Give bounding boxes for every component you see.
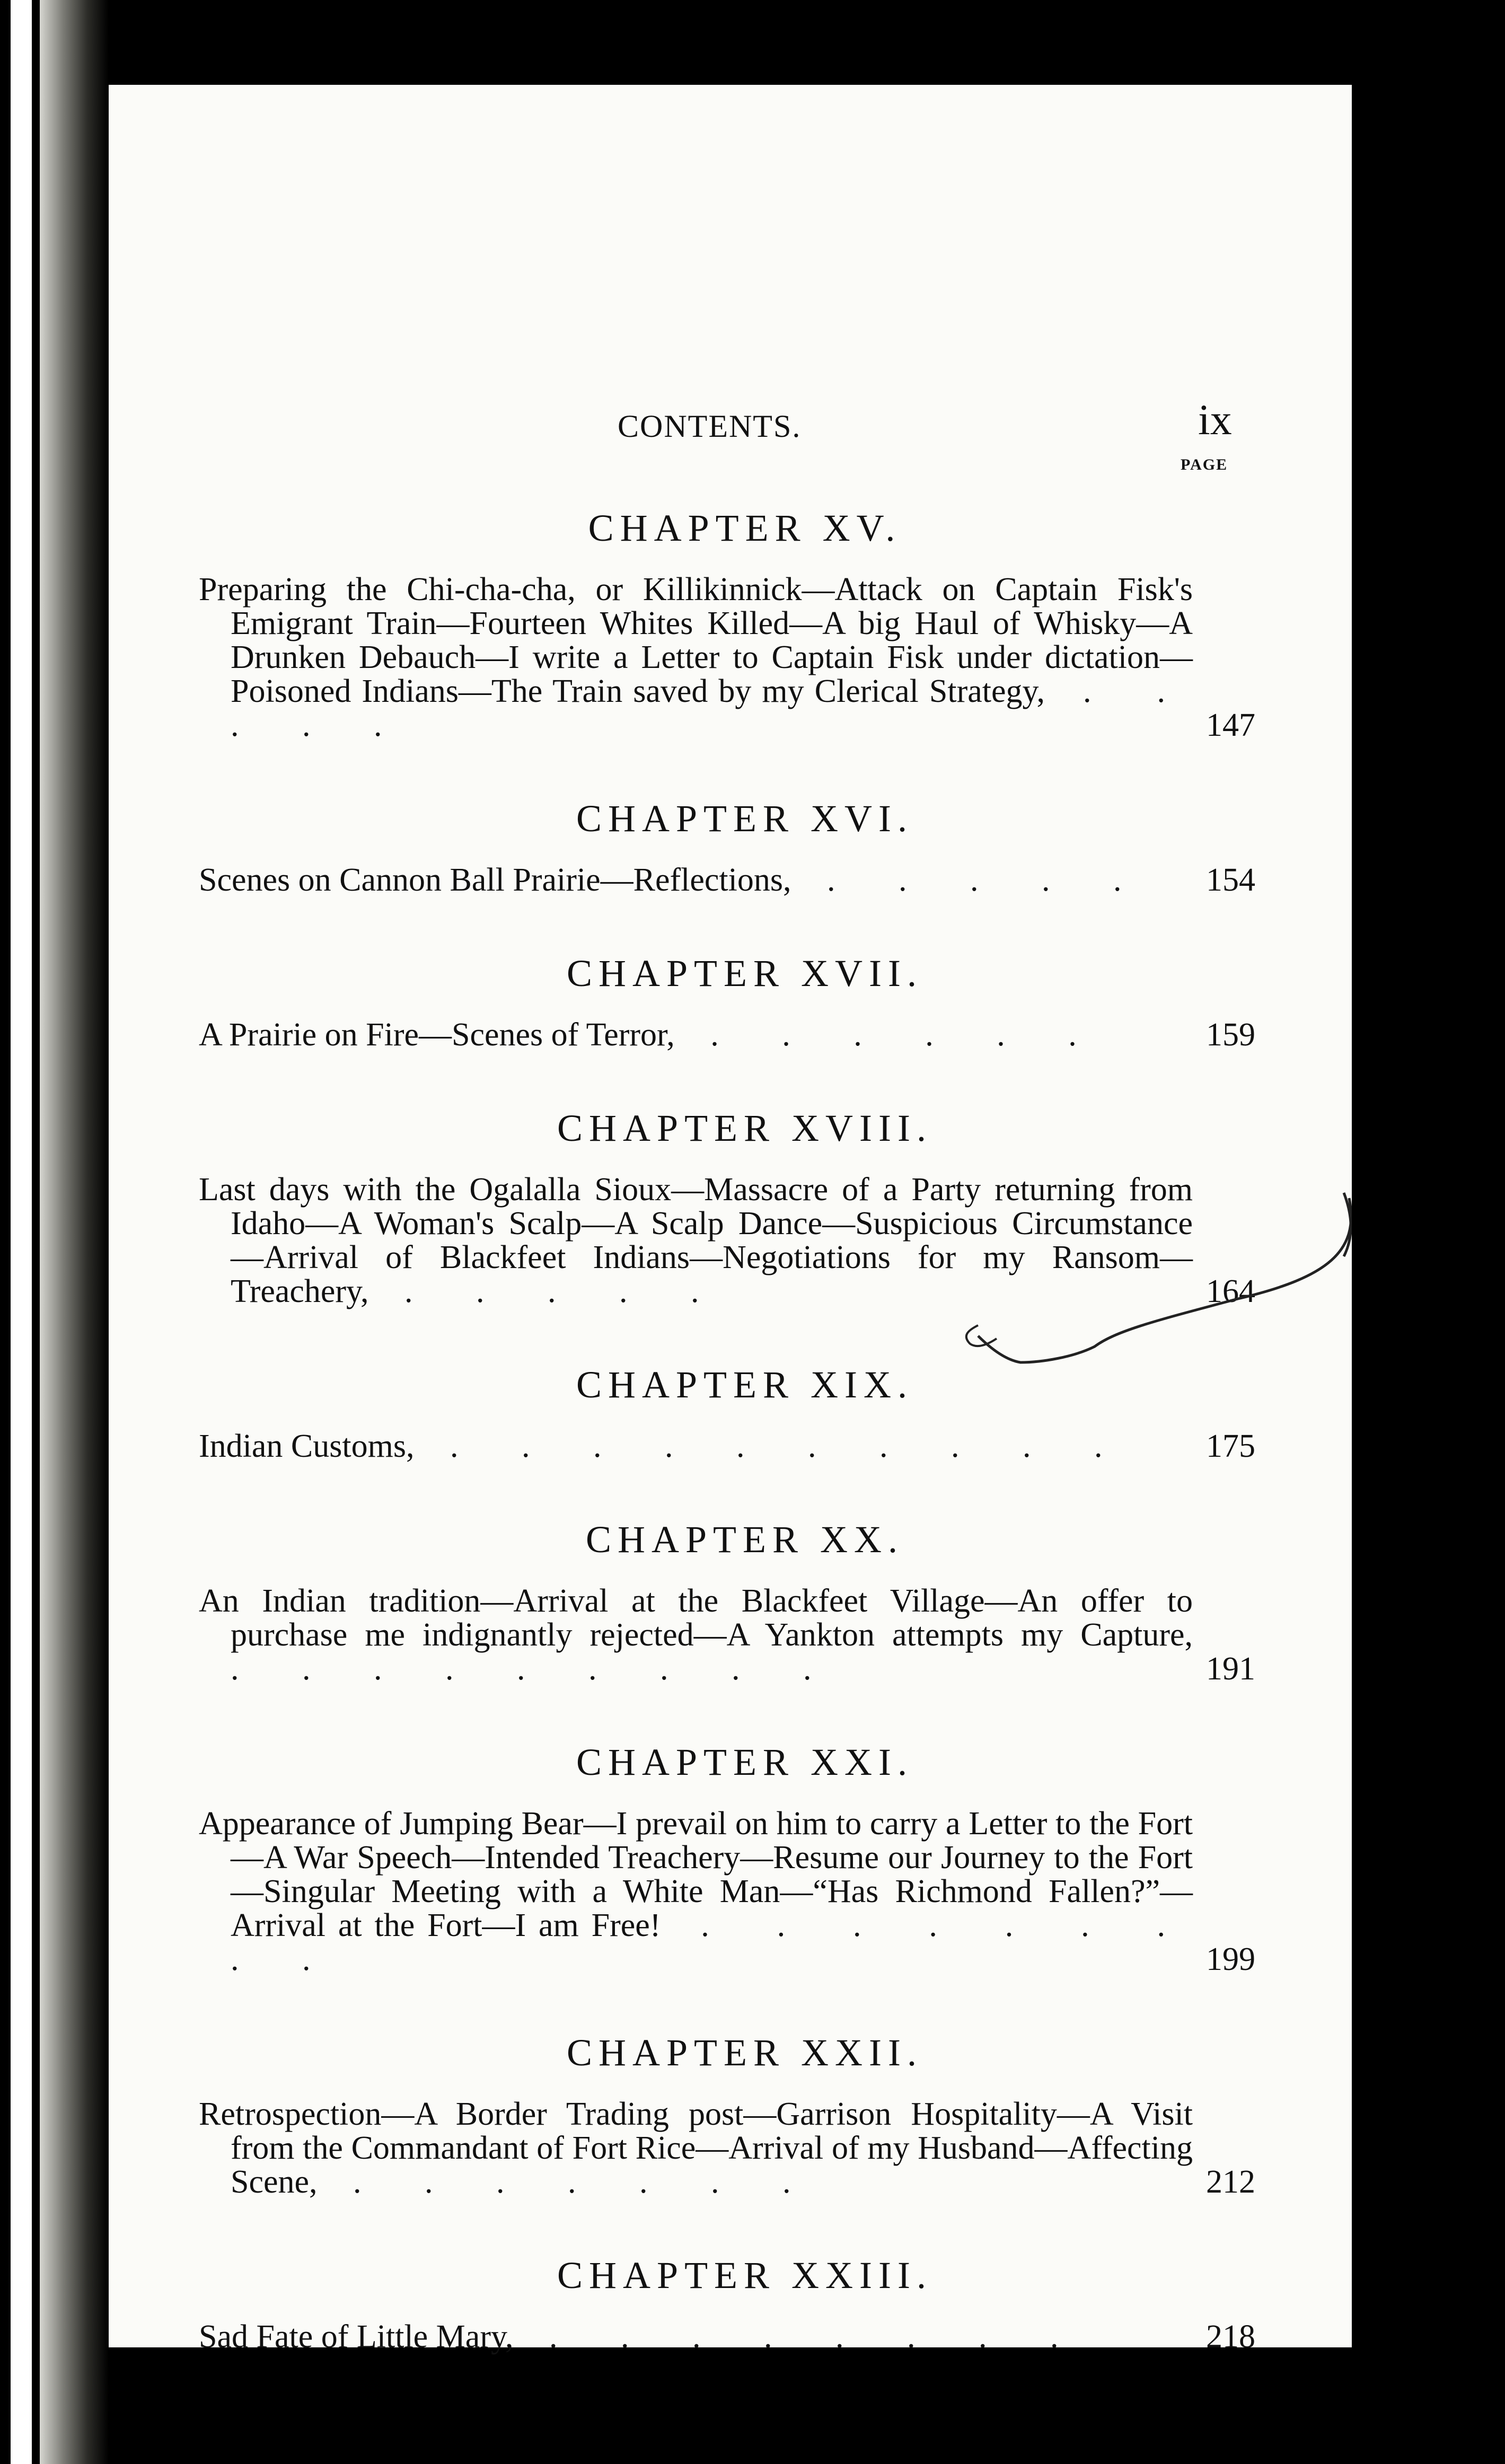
- page-number: 218: [1206, 2319, 1255, 2355]
- chapter-xxi: [199, 1743, 1259, 1976]
- chapter-xv: [199, 509, 1259, 742]
- chapter-summary: Last days with the Ogalalla Sioux—Massacre of a Party returning from Idaho—A Woman's Scalp—A Scalp Dance—Suspicious Circumstance—Arrival of Blackfeet Indians—Negotiations for my Ransom—Treachery, . . . . . 164: [199, 1173, 1193, 1308]
- page-number: 154: [1206, 862, 1255, 898]
- running-title: CONTENTS.: [618, 409, 802, 444]
- page-number: 164: [1206, 1273, 1255, 1309]
- running-head: [109, 323, 1352, 444]
- chapter-summary: Scenes on Cannon Ball Prairie—Reflections, . . . . . 154: [199, 863, 1193, 897]
- chapter-heading: CHAPTER XXII.: [567, 2031, 923, 2074]
- chapter-summary: A Prairie on Fire—Scenes of Terror, . . . . . . 159: [199, 1018, 1193, 1052]
- chapter-xix: [199, 1363, 1259, 1464]
- page-folio: ix: [1198, 395, 1232, 444]
- chapter-xxii: [199, 2031, 1259, 2200]
- chapter-heading: CHAPTER XVIII.: [557, 1107, 932, 1149]
- chapter-xvii: [199, 954, 1259, 1052]
- page-number: 159: [1206, 1017, 1255, 1053]
- summary-text: Appearance of Jumping Bear—I prevail on him to carry a Letter to the Fort—A War Speech—Intended Treachery—Resume our Journey to the Fort—Singular Meeting with a White Man—“Has Richmond Fallen?”—Arrival at the Fort—I am Free!: [199, 1806, 1193, 1943]
- page-column-label: PAGE: [1181, 456, 1228, 473]
- page-number: 191: [1206, 1651, 1255, 1687]
- chapter-heading: CHAPTER XXI.: [576, 1741, 913, 1783]
- chapter-heading: CHAPTER XX.: [585, 1518, 904, 1561]
- page-number: 175: [1206, 1428, 1255, 1464]
- book-spine-edge: [0, 0, 109, 2464]
- summary-text: Last days with the Ogalalla Sioux—Massacre of a Party returning from Idaho—A Woman's Scalp—A Scalp Dance—Suspicious Circumstance—Arrival of Blackfeet Indians—Negotiations for my Ransom—Treachery,: [199, 1172, 1193, 1309]
- summary-text: Retrospection—A Border Trading post—Garrison Hospitality—A Visit from the Commandant of Fort Rice—Arrival of my Husband—Affecting Scene,: [199, 2096, 1193, 2200]
- chapter-xx: [199, 1520, 1259, 1686]
- chapter-summary: Preparing the Chi-cha-cha, or Killikinnick—Attack on Captain Fisk's Emigrant Train—Fourteen Whites Killed—A big Haul of Whisky—A Drunken Debauch—I write a Letter to Captain Fisk under dictation—Poisoned Indians—The Train saved by my Clerical Strategy, . . . . . 147: [199, 573, 1193, 742]
- table-of-contents: [199, 509, 1259, 2411]
- summary-text: Scenes on Cannon Ball Prairie—Reflections,: [199, 862, 791, 898]
- book-page: [109, 85, 1352, 2355]
- summary-text: Preparing the Chi-cha-cha, or Killikinnick—Attack on Captain Fisk's Emigrant Train—Fourteen Whites Killed—A big Haul of Whisky—A Drunken Debauch—I write a Letter to Captain Fisk under dictation—Poisoned Indians—The Train saved by my Clerical Strategy,: [199, 571, 1193, 709]
- chapter-heading: CHAPTER XVI.: [576, 797, 913, 840]
- chapter-xxiii: [199, 2256, 1259, 2354]
- chapter-summary: Indian Customs, . . . . . . . . . . 175: [199, 1429, 1193, 1463]
- chapter-heading: CHAPTER XVII.: [567, 952, 923, 995]
- chapter-xviii: [199, 1109, 1259, 1308]
- page-number: 147: [1206, 707, 1255, 743]
- page-number: 199: [1206, 1941, 1255, 1977]
- chapter-heading: CHAPTER XIX.: [576, 1363, 913, 1406]
- page-number: 212: [1206, 2164, 1255, 2200]
- summary-text: An Indian tradition—Arrival at the Blackfeet Village—An offer to purchase me indignantly rejected—A Yankton attempts my Capture,: [199, 1583, 1193, 1653]
- summary-text: Indian Customs,: [199, 1428, 415, 1464]
- chapter-heading: CHAPTER XV.: [588, 507, 902, 549]
- chapter-heading: CHAPTER XXIII.: [557, 2254, 932, 2296]
- summary-text: Sad Fate of Little Mary,: [199, 2319, 514, 2355]
- chapter-summary: Retrospection—A Border Trading post—Garrison Hospitality—A Visit from the Commandant of Fort Rice—Arrival of my Husband—Affecting Scene, . . . . . . . 212: [199, 2097, 1193, 2199]
- chapter-xvi: [199, 799, 1259, 897]
- chapter-summary: Sad Fate of Little Mary, . . . . . . . . 218: [199, 2320, 1193, 2354]
- summary-text: A Prairie on Fire—Scenes of Terror,: [199, 1017, 675, 1053]
- chapter-summary: An Indian tradition—Arrival at the Blackfeet Village—An offer to purchase me indignantly rejected—A Yankton attempts my Capture, . . . . . . . . . 191: [199, 1584, 1193, 1686]
- chapter-summary: Appearance of Jumping Bear—I prevail on him to carry a Letter to the Fort—A War Speech—Intended Treachery—Resume our Journey to the Fort—Singular Meeting with a White Man—“Has Richmond Fallen?”—Arrival at the Fort—I am Free! . . . . . . . . . 199: [199, 1807, 1193, 1976]
